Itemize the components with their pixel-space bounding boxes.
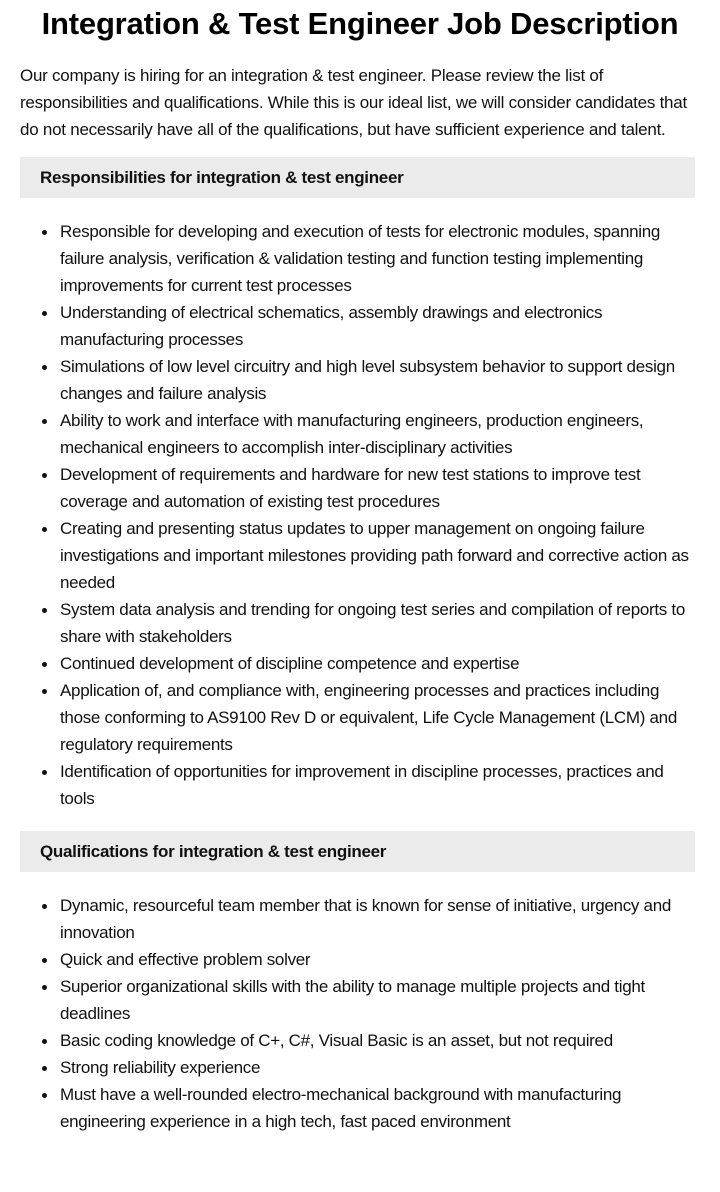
list-item: Development of requirements and hardware for new test stations to improve test coverage and automation of existing test procedures xyxy=(60,461,700,515)
bullet-icon xyxy=(42,473,47,478)
page-title: Integration & Test Engineer Job Description xyxy=(41,6,679,41)
list-item: Identification of opportunities for improvement in discipline processes, practices and tools xyxy=(60,758,700,812)
bullet-icon xyxy=(42,662,47,667)
bullet-icon xyxy=(42,689,47,694)
list-item: Simulations of low level circuitry and high level subsystem behavior to support design changes and failure analysis xyxy=(60,353,700,407)
list-item: Basic coding knowledge of C+, C#, Visual Basic is an asset, but not required xyxy=(60,1027,700,1054)
list-item: Application of, and compliance with, engineering processes and practices including those conforming to AS9100 Rev D or equivalent, Life Cycle Management (LCM) and regulatory requirements xyxy=(60,677,700,758)
bullet-icon xyxy=(42,608,47,613)
bullet-icon xyxy=(42,1093,47,1098)
bullet-icon xyxy=(42,1039,47,1044)
bullet-icon xyxy=(42,1066,47,1071)
list-item: Dynamic, resourceful team member that is known for sense of initiative, urgency and innovation xyxy=(60,892,700,946)
bullet-icon xyxy=(42,230,47,235)
responsibilities-list xyxy=(20,218,700,812)
bullet-icon xyxy=(42,365,47,370)
list-item: Understanding of electrical schematics, assembly drawings and electronics manufacturing processes xyxy=(60,299,700,353)
responsibilities-heading-text: Responsibilities for integration & test engineer xyxy=(40,167,404,187)
bullet-icon xyxy=(42,311,47,316)
list-item: Must have a well-rounded electro-mechanical background with manufacturing engineering experience in a high tech, fast paced environment xyxy=(60,1081,700,1135)
bullet-icon xyxy=(42,419,47,424)
bullet-icon xyxy=(42,527,47,532)
qualifications-heading-text: Qualifications for integration & test engineer xyxy=(40,841,387,861)
list-item: Superior organizational skills with the ability to manage multiple projects and tight deadlines xyxy=(60,973,700,1027)
qualifications-list xyxy=(20,892,700,1135)
bullet-icon xyxy=(42,904,47,909)
list-item: Creating and presenting status updates to upper management on ongoing failure investigations and important milestones providing path forward and corrective action as needed xyxy=(60,515,700,596)
list-item: System data analysis and trending for ongoing test series and compilation of reports to share with stakeholders xyxy=(60,596,700,650)
responsibilities-heading xyxy=(20,157,695,198)
intro-paragraph: Our company is hiring for an integration & test engineer. Please review the list of responsibilities and qualifications. While this is our ideal list, we will consider candidates that do not necessarily have all of the qualifications, but have sufficient experience and talent. xyxy=(20,66,687,139)
bullet-icon xyxy=(42,985,47,990)
bullet-icon xyxy=(42,770,47,775)
bullet-icon xyxy=(42,958,47,963)
list-item: Quick and effective problem solver xyxy=(60,946,700,973)
list-item: Continued development of discipline competence and expertise xyxy=(60,650,700,677)
list-item: Ability to work and interface with manufacturing engineers, production engineers, mechanical engineers to accomplish inter-disciplinary activities xyxy=(60,407,700,461)
list-item: Responsible for developing and execution of tests for electronic modules, spanning failure analysis, verification & validation testing and function testing implementing improvements for current test processes xyxy=(60,218,700,299)
list-item: Strong reliability experience xyxy=(60,1054,700,1081)
qualifications-heading xyxy=(20,831,695,872)
